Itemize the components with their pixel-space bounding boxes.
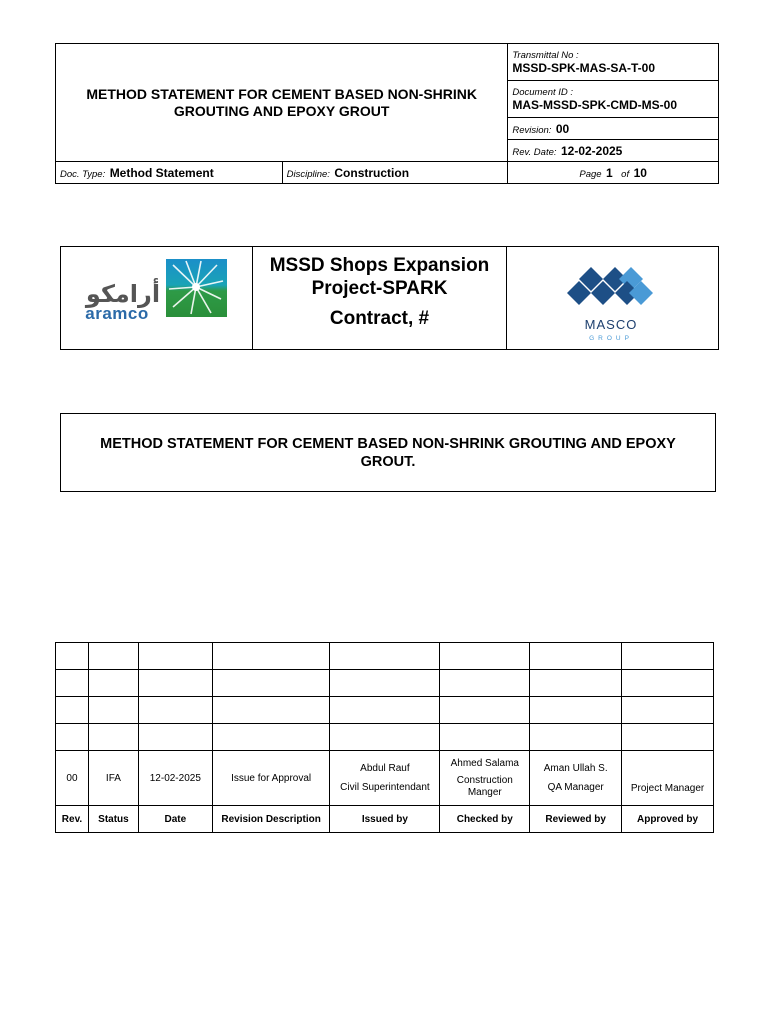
- project-title: MSSD Shops Expansion Project-SPARK: [269, 255, 490, 299]
- approved-by-cell: [622, 751, 714, 806]
- page-total: 10: [633, 165, 647, 180]
- page-label: Page: [579, 168, 602, 180]
- project-cell: [253, 247, 507, 349]
- approved-by-title: Project Manager: [630, 782, 705, 794]
- checked-by-cell: [440, 751, 530, 806]
- header-status: Status: [88, 806, 138, 833]
- table-row-revision-00: [56, 751, 714, 806]
- header-approved-by: Approved by: [622, 806, 714, 833]
- aramco-logo-icon: [61, 247, 253, 351]
- table-row: [56, 643, 714, 670]
- main-title: METHOD STATEMENT FOR CEMENT BASED NON-SHRINK GROUTING AND EPOXY GROUT.: [60, 413, 716, 492]
- rev-date-value: 12-02-2025: [560, 143, 623, 158]
- rev-date-label: Rev. Date:: [512, 146, 557, 158]
- revision-value: 00: [555, 121, 570, 136]
- header-issued-by: Issued by: [330, 806, 440, 833]
- checked-by-name: Ahmed Salama: [450, 757, 519, 769]
- transmittal-value: MSSD-SPK-MAS-SA-T-00: [512, 60, 656, 75]
- issued-by-name: Abdul Rauf: [360, 763, 410, 774]
- document-header: [55, 43, 719, 184]
- header-rev: Rev.: [56, 806, 89, 833]
- table-row: [56, 670, 714, 697]
- description-cell: Issue for Approval: [212, 751, 330, 806]
- issued-by-cell: [330, 751, 440, 806]
- table-row: [56, 724, 714, 751]
- svg-text:GROUP: GROUP: [589, 335, 633, 342]
- aramco-logo: [61, 247, 253, 349]
- header-checked-by: Checked by: [440, 806, 530, 833]
- table-header-row: [56, 806, 714, 833]
- discipline-value: Construction: [334, 165, 410, 180]
- status-cell: IFA: [88, 751, 138, 806]
- rev-cell: 00: [56, 751, 89, 806]
- header-description: Revision Description: [212, 806, 330, 833]
- svg-text:MASCO: MASCO: [584, 317, 638, 332]
- of-label: of: [621, 168, 630, 180]
- masco-logo: [507, 247, 718, 349]
- svg-text:أرامكو: أرامكو: [85, 280, 161, 308]
- revision-table: [55, 642, 714, 833]
- table-row: [56, 697, 714, 724]
- issued-by-title: Civil Superintendant: [340, 782, 430, 793]
- masco-logo-icon: [507, 247, 718, 351]
- revision-label: Revision:: [512, 124, 552, 136]
- page-value: 1: [606, 165, 613, 180]
- svg-text:aramco: aramco: [85, 304, 149, 323]
- logo-banner: [60, 246, 719, 350]
- checked-by-title: Construction Manger: [456, 774, 513, 798]
- reviewed-by-title: QA Manager: [547, 782, 604, 793]
- transmittal-label: Transmittal No :: [512, 49, 579, 61]
- doc-type-label: Doc. Type:: [60, 168, 106, 180]
- reviewed-by-cell: [530, 751, 622, 806]
- header-reviewed-by: Reviewed by: [530, 806, 622, 833]
- date-cell: 12-02-2025: [138, 751, 212, 806]
- doc-type-value: Method Statement: [109, 165, 214, 180]
- document-id-label: Document ID :: [512, 86, 574, 98]
- reviewed-by-name: Aman Ullah S.: [543, 763, 608, 774]
- document-id-value: MAS-MSSD-SPK-CMD-MS-00: [512, 97, 677, 112]
- discipline-label: Discipline:: [286, 168, 330, 180]
- header-date: Date: [138, 806, 212, 833]
- header-title: METHOD STATEMENT FOR CEMENT BASED NON-SHRINK GROUTING AND EPOXY GROUT: [56, 44, 508, 162]
- contract-number: Contract, #: [329, 308, 430, 329]
